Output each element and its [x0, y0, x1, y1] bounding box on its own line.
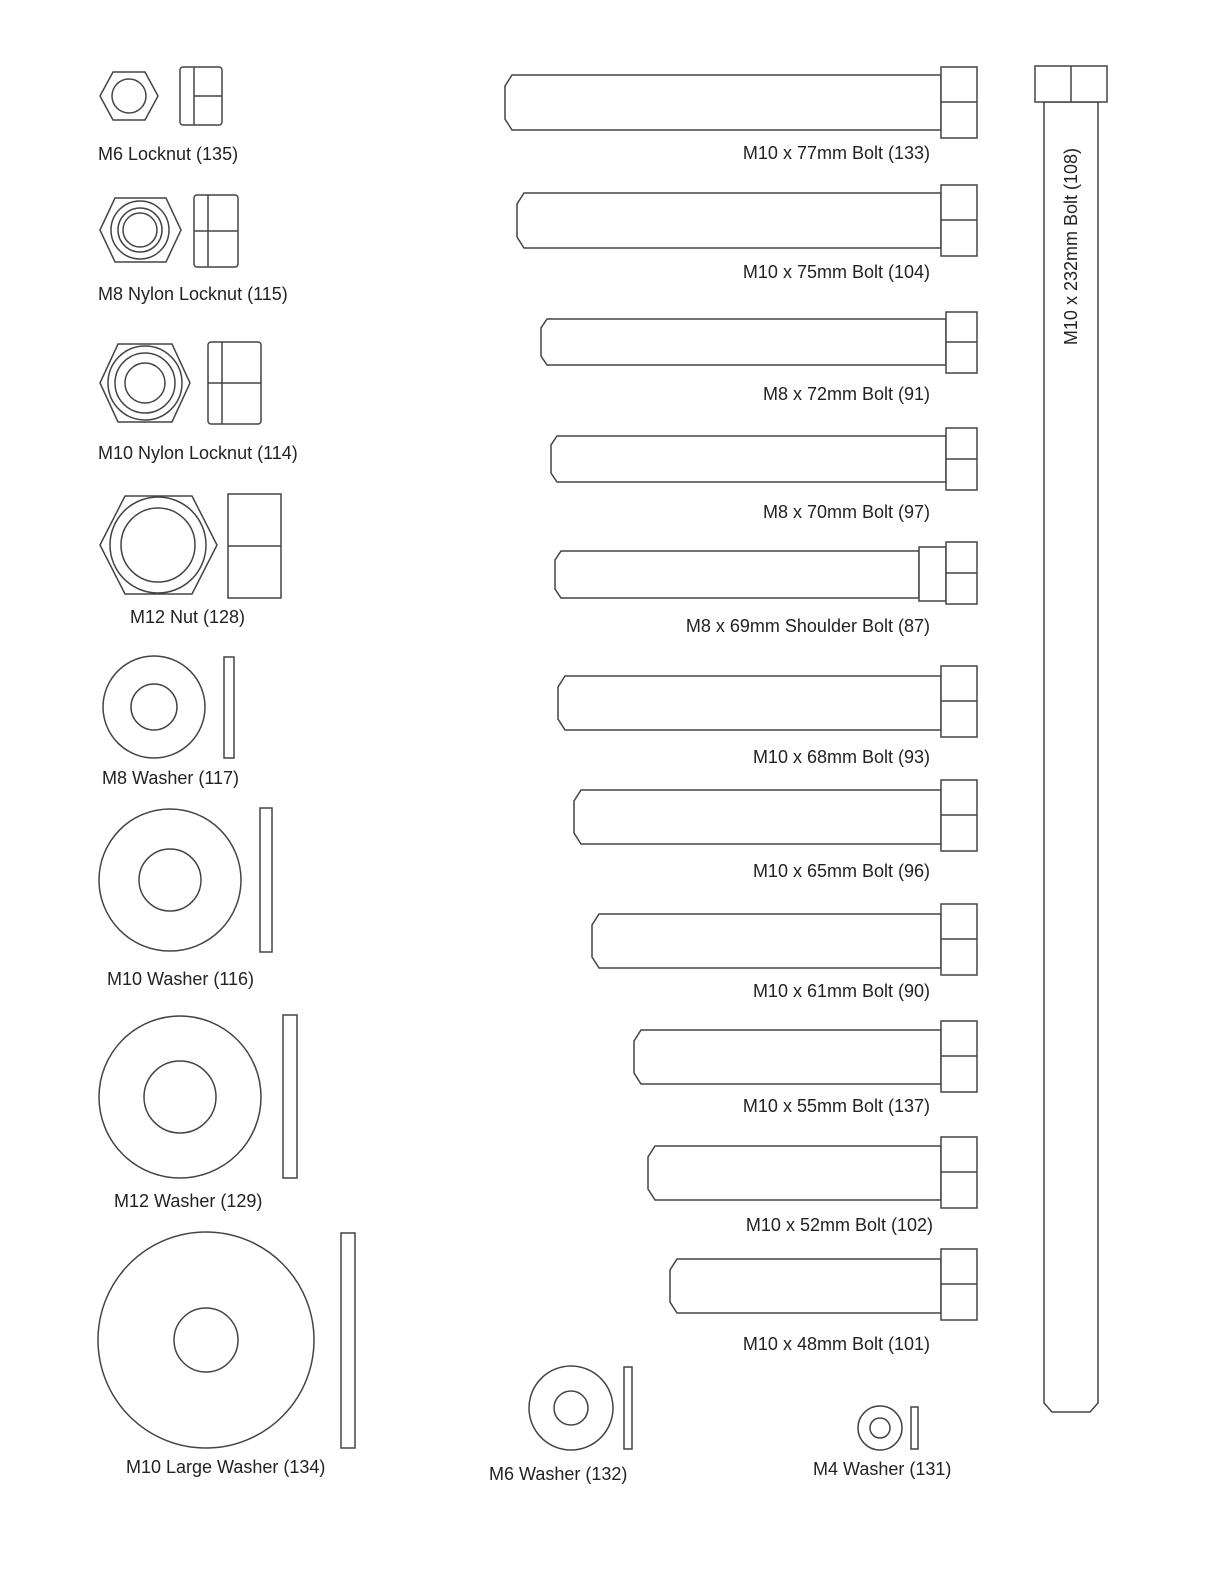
bolt-90-label: M10 x 61mm Bolt (90)	[752, 981, 930, 1001]
m4-washer-label: M4 Washer (131)	[813, 1459, 952, 1479]
m10-washer-label: M10 Washer (116)	[107, 969, 255, 989]
bolt-101-figure	[670, 1249, 977, 1320]
m8-nylon-locknut-figure	[100, 195, 238, 267]
bolt-91-label: M8 x 72mm Bolt (91)	[762, 384, 930, 404]
bolt-137-figure	[634, 1021, 977, 1092]
bolt-97-figure	[551, 428, 977, 490]
bolt-91-figure	[541, 312, 977, 373]
m10-washer-figure	[99, 808, 272, 952]
bolt-104-label: M10 x 75mm Bolt (104)	[742, 262, 930, 282]
m12-washer-label: M12 Washer (129)	[114, 1191, 263, 1211]
m10-nylon-locknut-label: M10 Nylon Locknut (114)	[98, 443, 298, 463]
m8-washer-figure	[103, 656, 234, 758]
bolt-97-label: M8 x 70mm Bolt (97)	[762, 502, 930, 522]
m12-nut-label: M12 Nut (128)	[130, 607, 246, 627]
bolt-102-label: M10 x 52mm Bolt (102)	[745, 1215, 933, 1235]
bolt-102-figure	[648, 1137, 977, 1208]
bolt-90-figure	[592, 904, 977, 975]
m6-locknut-figure	[100, 67, 222, 125]
bolt-93-label: M10 x 68mm Bolt (93)	[752, 747, 930, 767]
m12-nut-figure	[100, 494, 281, 598]
m4-washer-figure	[858, 1406, 918, 1450]
bolt-93-figure	[558, 666, 977, 737]
bolt-87-label: M8 x 69mm Shoulder Bolt (87)	[685, 616, 930, 636]
bolt-133-label: M10 x 77mm Bolt (133)	[742, 143, 930, 163]
m10-nylon-locknut-figure	[100, 342, 261, 424]
bolt-133-figure	[505, 67, 977, 138]
m6-washer-label: M6 Washer (132)	[489, 1464, 628, 1484]
m8-nylon-locknut-label: M8 Nylon Locknut (115)	[98, 284, 288, 304]
bolt-101-label: M10 x 48mm Bolt (101)	[742, 1334, 930, 1354]
bolt-137-label: M10 x 55mm Bolt (137)	[742, 1096, 930, 1116]
m10-large-washer-label: M10 Large Washer (134)	[126, 1457, 326, 1477]
m6-locknut-label: M6 Locknut (135)	[98, 144, 239, 164]
m12-washer-figure	[99, 1015, 297, 1178]
m8-washer-label: M8 Washer (117)	[102, 768, 240, 788]
m6-washer-figure	[529, 1366, 632, 1450]
m10-large-washer-figure	[98, 1232, 355, 1448]
bolt-87-figure	[555, 542, 977, 604]
bolt-108-label: M10 x 232mm Bolt (108)	[1061, 148, 1081, 346]
bolt-96-figure	[574, 780, 977, 851]
bolt-104-figure	[517, 185, 977, 256]
bolt-96-label: M10 x 65mm Bolt (96)	[752, 861, 930, 881]
